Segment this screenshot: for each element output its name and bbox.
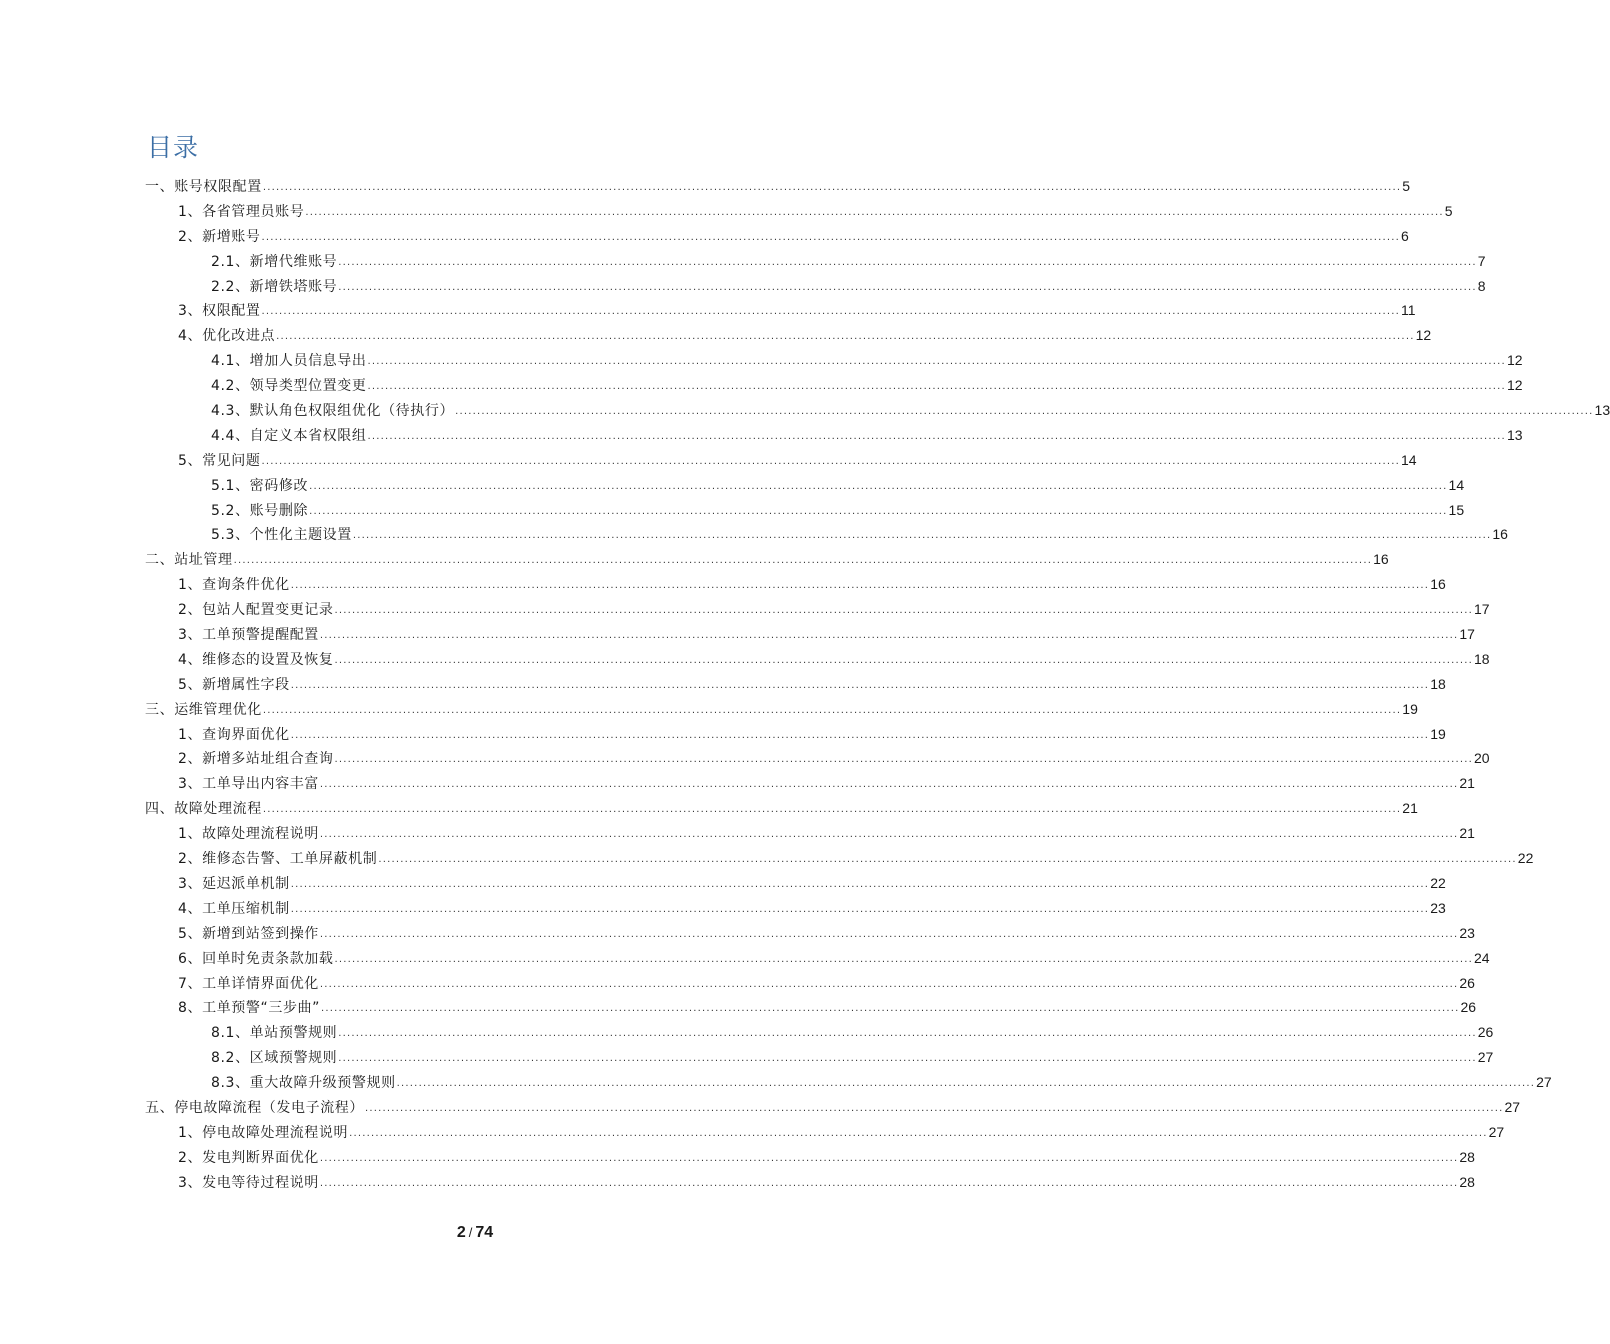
toc-entry-page: 28 — [1459, 1173, 1475, 1190]
toc-entry[interactable] — [145, 1120, 1505, 1145]
toc-entry[interactable] — [145, 647, 1490, 672]
toc-entry[interactable] — [145, 174, 1411, 199]
toc-entry-page: 28 — [1459, 1148, 1475, 1165]
toc-entry-title: 1、各省管理员账号 — [178, 203, 305, 220]
toc-leader-dots: .................................................................................................................................................................................................................................................................... — [309, 480, 1448, 492]
toc-entry[interactable] — [145, 1145, 1475, 1170]
toc-leader-dots: .................................................................................................................................................................................................................................................................... — [365, 1102, 1504, 1114]
toc-entry[interactable] — [145, 821, 1475, 846]
toc-entry-page: 27 — [1477, 1049, 1494, 1066]
toc-entry-title: 3、工单导出内容丰富 — [178, 776, 319, 793]
toc-entry-page: 27 — [1504, 1098, 1521, 1115]
toc-entry-title: 1、故障处理流程说明 — [178, 826, 319, 843]
page-separator: / — [468, 1225, 473, 1240]
toc-entry[interactable] — [145, 946, 1490, 971]
toc-leader-dots: .................................................................................................................................................................................................................................................................... — [290, 878, 1430, 890]
toc-entry[interactable] — [145, 199, 1453, 224]
toc-entry-title: 2、新增账号 — [178, 228, 261, 245]
toc-leader-dots: .................................................................................................................................................................................................................................................................... — [309, 505, 1448, 517]
toc-entry-page: 24 — [1473, 949, 1490, 966]
toc-entry-title: 4、维修态的设置及恢复 — [178, 651, 334, 668]
toc-entry[interactable] — [145, 871, 1446, 896]
toc-entry[interactable] — [145, 1095, 1521, 1120]
toc-entry-title: 2、维修态告警、工单屏蔽机制 — [178, 851, 378, 868]
toc-entry[interactable] — [145, 622, 1475, 647]
toc-leader-dots: .................................................................................................................................................................................................................................................................... — [338, 1028, 1477, 1040]
toc-entry[interactable] — [145, 722, 1446, 747]
toc-leader-dots: .................................................................................................................................................................................................................................................................... — [367, 381, 1506, 393]
toc-entry[interactable] — [145, 373, 1523, 398]
toc-entry-page: 13 — [1506, 426, 1523, 443]
toc-entry[interactable] — [145, 796, 1418, 821]
toc-entry-page: 18 — [1430, 675, 1446, 692]
toc-leader-dots: .................................................................................................................................................................................................................................................................... — [338, 256, 1477, 268]
toc-entry-page: 16 — [1492, 526, 1508, 543]
toc-entry[interactable] — [145, 921, 1475, 946]
toc-entry-page: 5 — [1402, 178, 1411, 194]
toc-leader-dots: .................................................................................................................................................................................................................................................................... — [319, 779, 1459, 791]
toc-entry-page: 27 — [1536, 1074, 1552, 1091]
toc-entry-page: 22 — [1430, 874, 1446, 891]
toc-leader-dots: .................................................................................................................................................................................................................................................................... — [319, 978, 1459, 990]
toc-entry-title: 三、运维管理优化 — [145, 701, 262, 718]
toc-entry[interactable] — [145, 1070, 1552, 1095]
toc-entry[interactable] — [145, 448, 1417, 473]
toc-leader-dots: .................................................................................................................................................................................................................................................................... — [261, 231, 1400, 243]
toc-entry[interactable] — [145, 672, 1446, 697]
toc-leader-dots: .................................................................................................................................................................................................................................................................... — [290, 729, 1430, 741]
toc-entry-page: 19 — [1430, 725, 1446, 742]
toc-entry-title: 8.1、单站预警规则 — [211, 1025, 338, 1042]
toc-entry-title: 8.3、重大故障升级预警规则 — [211, 1075, 396, 1092]
toc-entry-page: 6 — [1400, 227, 1409, 244]
toc-entry[interactable] — [145, 697, 1418, 722]
toc-entry-title: 7、工单详情界面优化 — [178, 975, 319, 992]
toc-entry[interactable] — [145, 323, 1432, 348]
toc-entry-title: 四、故障处理流程 — [145, 801, 262, 818]
toc-entry-page: 21 — [1459, 775, 1475, 792]
toc-entry-title: 3、工单预警提醒配置 — [178, 627, 319, 644]
toc-entry[interactable] — [145, 846, 1534, 871]
toc-entry-page: 17 — [1459, 626, 1475, 643]
toc-leader-dots: .................................................................................................................................................................................................................................................................... — [334, 654, 1473, 666]
toc-leader-dots: .................................................................................................................................................................................................................................................................... — [334, 754, 1473, 766]
toc-leader-dots: .................................................................................................................................................................................................................................................................... — [352, 530, 1492, 542]
toc-leader-dots: .................................................................................................................................................................................................................................................................... — [290, 679, 1430, 691]
toc-entry-title: 2.2、新增铁塔账号 — [211, 278, 338, 295]
toc-entry-title: 2、包站人配置变更记录 — [178, 602, 334, 619]
toc-leader-dots: .................................................................................................................................................................................................................................................................... — [319, 928, 1459, 940]
toc-entry-title: 五、停电故障流程（发电子流程） — [145, 1099, 364, 1116]
toc-entry[interactable] — [145, 1045, 1494, 1070]
toc-entry-page: 17 — [1473, 601, 1490, 618]
toc-entry-title: 8.2、区域预警规则 — [211, 1050, 338, 1067]
toc-entry[interactable] — [145, 298, 1416, 323]
toc-entry[interactable] — [145, 995, 1477, 1020]
toc-entry-page: 26 — [1460, 999, 1477, 1016]
toc-entry-page: 23 — [1430, 899, 1446, 916]
toc-leader-dots: .................................................................................................................................................................................................................................................................... — [262, 182, 1402, 193]
toc-entry-page: 5 — [1444, 202, 1453, 219]
toc-entry-title: 5.3、个性化主题设置 — [211, 527, 352, 544]
toc-entry-title: 1、停电故障处理流程说明 — [178, 1124, 349, 1141]
toc-entry-title: 2、发电判断界面优化 — [178, 1149, 319, 1166]
toc-entry-title: 4.3、默认角色权限组优化（待执行） — [211, 403, 455, 420]
toc-leader-dots: .................................................................................................................................................................................................................................................................... — [334, 605, 1473, 617]
toc-entry-title: 3、权限配置 — [178, 303, 261, 320]
toc-entry-page: 12 — [1415, 327, 1432, 344]
toc-entry-page: 8 — [1477, 277, 1486, 294]
toc-entry[interactable] — [145, 547, 1389, 572]
total-pages: 74 — [475, 1224, 494, 1241]
toc-entry[interactable] — [145, 896, 1446, 921]
toc-entry-title: 5.1、密码修改 — [211, 477, 309, 494]
toc-entry-title: 5、新增属性字段 — [178, 676, 290, 693]
toc-entry-title: 一、账号权限配置 — [145, 179, 262, 195]
toc-entry-title: 5.2、账号删除 — [211, 502, 309, 519]
toc-entry-title: 5、常见问题 — [178, 452, 261, 469]
toc-entry-title: 二、站址管理 — [145, 552, 233, 569]
toc-entry[interactable] — [145, 597, 1490, 622]
toc-entry[interactable] — [145, 971, 1475, 996]
toc-leader-dots: .................................................................................................................................................................................................................................................................... — [290, 580, 1430, 592]
toc-leader-dots: .................................................................................................................................................................................................................................................................... — [367, 356, 1506, 368]
toc-entry-title: 4、优化改进点 — [178, 328, 276, 345]
current-page-number: 2 — [456, 1224, 466, 1241]
toc-entry[interactable] — [145, 1170, 1475, 1195]
toc-entry-page: 20 — [1473, 750, 1490, 767]
toc-entry-page: 21 — [1402, 800, 1418, 817]
toc-entry-title: 1、查询界面优化 — [178, 726, 290, 743]
page-footer — [0, 1224, 950, 1242]
toc-entry-page: 12 — [1506, 377, 1523, 394]
toc-entry[interactable] — [145, 572, 1446, 597]
toc-entry[interactable] — [145, 473, 1465, 498]
toc-entry-title: 6、回单时免责条款加载 — [178, 950, 334, 967]
toc-entry-title: 1、查询条件优化 — [178, 577, 290, 594]
toc-entry-title: 4.2、领导类型位置变更 — [211, 378, 367, 395]
toc-entry-title: 4、工单压缩机制 — [178, 900, 290, 917]
table-of-contents — [145, 174, 1610, 1195]
toc-entry[interactable] — [145, 274, 1486, 299]
toc-entry-title: 4.1、增加人员信息导出 — [211, 353, 367, 370]
toc-leader-dots: .................................................................................................................................................................................................................................................................... — [233, 555, 1373, 567]
toc-entry-page: 11 — [1400, 302, 1416, 319]
toc-entry[interactable] — [145, 746, 1490, 771]
toc-leader-dots: .................................................................................................................................................................................................................................................................... — [261, 306, 1400, 318]
toc-leader-dots: .................................................................................................................................................................................................................................................................... — [378, 854, 1517, 866]
toc-entry-page: 18 — [1473, 650, 1490, 667]
toc-entry-page: 12 — [1506, 352, 1523, 369]
toc-title: 目录 — [147, 133, 200, 162]
toc-leader-dots: .................................................................................................................................................................................................................................................................... — [261, 455, 1400, 467]
toc-leader-dots: .................................................................................................................................................................................................................................................................... — [455, 406, 1594, 418]
toc-entry-page: 16 — [1430, 576, 1446, 593]
toc-entry-page: 7 — [1477, 252, 1486, 269]
toc-leader-dots: .................................................................................................................................................................................................................................................................... — [262, 704, 1402, 716]
toc-leader-dots: .................................................................................................................................................................................................................................................................... — [305, 206, 1444, 218]
toc-entry-title: 2.1、新增代维账号 — [211, 253, 338, 270]
toc-entry[interactable] — [145, 398, 1610, 423]
toc-leader-dots: .................................................................................................................................................................................................................................................................... — [319, 1177, 1459, 1189]
toc-leader-dots: .................................................................................................................................................................................................................................................................... — [276, 331, 1415, 343]
toc-entry-page: 27 — [1488, 1123, 1505, 1140]
toc-entry-page: 22 — [1517, 850, 1534, 867]
toc-entry-page: 26 — [1459, 974, 1475, 991]
toc-leader-dots: .................................................................................................................................................................................................................................................................... — [334, 953, 1473, 965]
toc-entry[interactable] — [145, 771, 1475, 796]
toc-entry-title: 3、发电等待过程说明 — [178, 1174, 319, 1191]
toc-entry-title: 8、工单预警“三步曲” — [178, 1000, 321, 1017]
toc-leader-dots: .................................................................................................................................................................................................................................................................... — [396, 1078, 1536, 1090]
toc-entry-page: 14 — [1448, 476, 1465, 493]
toc-entry-title: 2、新增多站址组合查询 — [178, 751, 334, 768]
toc-leader-dots: .................................................................................................................................................................................................................................................................... — [338, 281, 1477, 293]
toc-leader-dots: .................................................................................................................................................................................................................................................................... — [338, 1053, 1477, 1065]
toc-leader-dots: .................................................................................................................................................................................................................................................................... — [319, 630, 1459, 642]
toc-entry[interactable] — [145, 348, 1523, 373]
toc-leader-dots: .................................................................................................................................................................................................................................................................... — [321, 1003, 1460, 1015]
toc-leader-dots: .................................................................................................................................................................................................................................................................... — [349, 1127, 1488, 1139]
toc-entry-page: 13 — [1594, 402, 1610, 419]
toc-leader-dots: .................................................................................................................................................................................................................................................................... — [319, 1152, 1459, 1164]
toc-entry[interactable] — [145, 423, 1523, 448]
toc-entry[interactable] — [145, 498, 1465, 523]
toc-entry[interactable] — [145, 224, 1409, 249]
toc-entry[interactable] — [145, 1020, 1494, 1045]
toc-entry-title: 3、延迟派单机制 — [178, 875, 290, 892]
toc-leader-dots: .................................................................................................................................................................................................................................................................... — [262, 804, 1402, 816]
toc-entry-page: 26 — [1477, 1024, 1494, 1041]
toc-leader-dots: .................................................................................................................................................................................................................................................................... — [290, 903, 1430, 915]
toc-entry-page: 15 — [1448, 501, 1465, 518]
toc-entry[interactable] — [145, 249, 1486, 274]
toc-entry[interactable] — [145, 522, 1508, 547]
toc-leader-dots: .................................................................................................................................................................................................................................................................... — [319, 829, 1459, 841]
toc-entry-title: 4.4、自定义本省权限组 — [211, 427, 367, 444]
toc-entry-title: 5、新增到站签到操作 — [178, 925, 319, 942]
toc-entry-page: 16 — [1373, 551, 1389, 568]
toc-entry-page: 21 — [1459, 825, 1475, 842]
toc-leader-dots: .................................................................................................................................................................................................................................................................... — [367, 430, 1506, 442]
toc-entry-page: 23 — [1459, 924, 1475, 941]
toc-entry-page: 14 — [1400, 451, 1417, 468]
toc-entry-page: 19 — [1402, 700, 1418, 717]
